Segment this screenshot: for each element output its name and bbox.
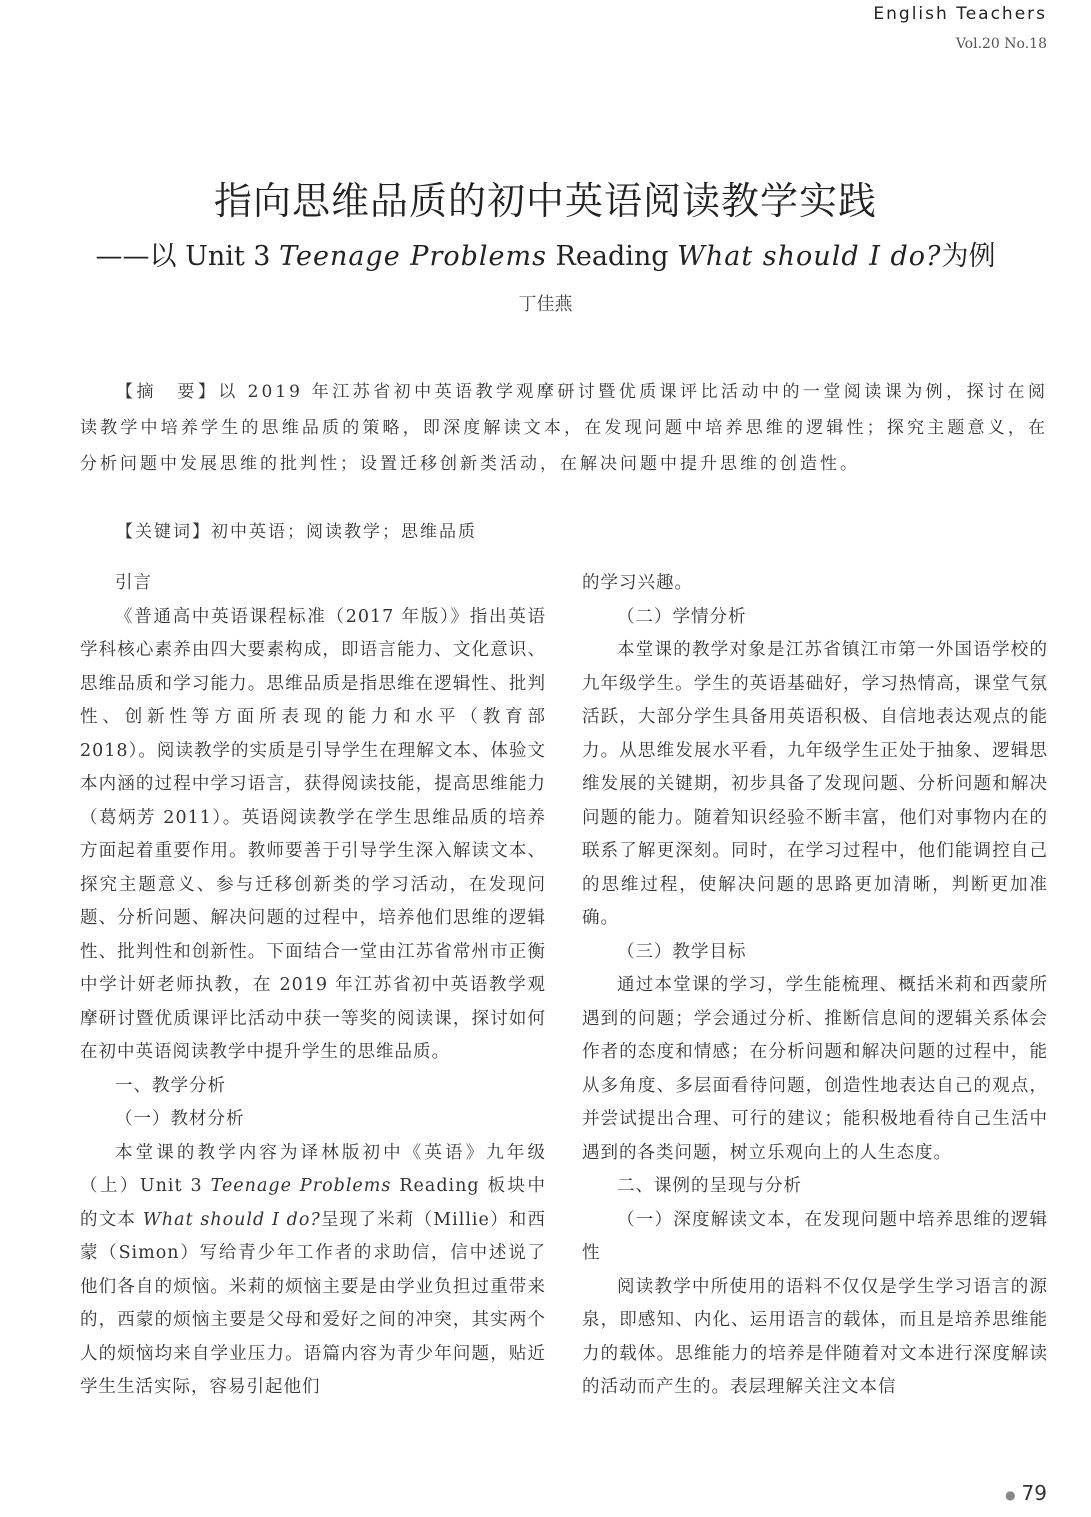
intro-heading: 引言 bbox=[115, 573, 152, 593]
subtitle-middle: Reading bbox=[546, 241, 678, 272]
subtitle-italic-unit: Teenage Problems bbox=[279, 241, 547, 272]
paragraph-continuation: 的学习兴趣。 bbox=[582, 573, 693, 593]
author-name: 丁佳燕 bbox=[518, 294, 573, 315]
subsection-heading: （二）学情分析 bbox=[617, 606, 747, 627]
volume-issue: Vol.20 No.18 bbox=[955, 36, 1047, 52]
keywords bbox=[80, 514, 1048, 550]
paragraph: 阅读教学中所使用的语料不仅仅是学生学习语言的源泉，即感知、内化、运用语言的载体，而且是培养思维能力的载体。思维能力的培养是伴随着对文本进行深度解读的活动而产生的。表层理解关注文本信 bbox=[582, 1276, 1048, 1397]
keywords-text: 初中英语；阅读教学；思维品质 bbox=[211, 522, 477, 542]
article-title: 指向思维品质的初中英语阅读教学实践 bbox=[213, 179, 877, 223]
section-heading: 二、课例的呈现与分析 bbox=[617, 1176, 802, 1196]
journal-name: English Teachers bbox=[873, 4, 1047, 24]
paragraph: 《普通高中英语课程标准（2017 年版）》指出英语学科核心素养由四大要素构成，即语言能力、文化意识、思维品质和学习能力。思维品质是指思维在逻辑性、批判性、创新性等方面所表现的能力和水平（教育部 2018）。阅读教学的实质是引导学生在理解文本、体验文本内涵的过程中学习语言，获得阅读技能，提高思维能力（葛炳芳 2011）。英语阅读教学在学生思维品质的培养方面起着重要作用。教师要善于引导学生深入解读文本、探究主题意义、参与迁移创新类的学习活动，在发现问题、分析问题、解决问题的过程中，培养他们思维的逻辑性、批判性和创新性。下面结合一堂由江苏省常州市正衡中学计妍老师执教，在 2019 年江苏省初中英语教学观摩研讨暨优质课评比活动中获一等奖的阅读课，探讨如何在初中英语阅读教学中提升学生的思维品质。 bbox=[80, 606, 546, 1062]
subtitle-prefix: ——以 Unit 3 bbox=[95, 241, 280, 272]
abstract-text: 以 2019 年江苏省初中英语教学观摩研讨暨优质课评比活动中的一堂阅读课为例，探讨在阅读教学中培养学生的思维品质的策略，即深度解读文本，在发现问题中培养思维的逻辑性；探究主题意义，在分析问题中发展思维的批判性；设置迁移创新类活动，在解决问题中提升思维的创造性。 bbox=[80, 382, 1049, 474]
subsection-heading: （一）教材分析 bbox=[115, 1109, 245, 1129]
article-subtitle bbox=[0, 234, 1091, 273]
page-number: ● 79 bbox=[1005, 1481, 1047, 1505]
subtitle-suffix: 为例 bbox=[941, 241, 996, 272]
section-heading: 一、教学分析 bbox=[115, 1075, 226, 1096]
bullet-icon: ● bbox=[1005, 1487, 1016, 1502]
subsection-heading: （一）深度解读文本，在发现问题中培养思维的逻辑性 bbox=[582, 1209, 1048, 1263]
left-column bbox=[80, 567, 546, 1405]
right-column bbox=[582, 567, 1048, 1405]
abstract-label: 【摘 要】 bbox=[116, 382, 219, 402]
subsection-heading: （三）教学目标 bbox=[617, 941, 747, 962]
paragraph-materials: 本堂课的教学内容为译林版初中《英语》九年级（上）Unit 3 Teenage Problems Reading 板块中的文本 What should I do?呈现了米莉（Millie）和西蒙（Simon）写给青少年工作者的求助信，信中述说了他们各自的烦恼。米莉的烦恼主要是由学业负担过重带来的，西蒙的烦恼主要是父母和爱好之间的冲突，其实两个人的烦恼均来自学业压力。语篇内容为青少年问题，贴近学生生活实际，容易引起他们 bbox=[80, 1142, 546, 1397]
keywords-label: 【关键词】 bbox=[116, 522, 211, 542]
subtitle-italic-text: What should I do? bbox=[677, 241, 942, 272]
abstract bbox=[80, 374, 1048, 482]
paragraph: 本堂课的教学对象是江苏省镇江市第一外国语学校的九年级学生。学生的英语基础好，学习热情高，课堂气氛活跃，大部分学生具备用英语积极、自信地表达观点的能力。从思维发展水平看，九年级学生正处于抽象、逻辑思维发展的关键期，初步具备了发现问题、分析问题和解决问题的能力。随着知识经验不断丰富，他们对事物内在的联系了解更深刻。同时，在学习过程中，他们能调控自己的思维过程，使解决问题的思路更加清晰，判断更加准确。 bbox=[582, 640, 1048, 928]
paragraph: 通过本堂课的学习，学生能梳理、概括米莉和西蒙所遇到的问题；学会通过分析、推断信息间的逻辑关系体会作者的态度和情感；在分析问题和解决问题的过程中，能从多角度、多层面看待问题，创造性地表达自己的观点，并尝试提出合理、可行的建议；能积极地看待自己生活中遇到的各类问题，树立乐观向上的人生态度。 bbox=[582, 975, 1048, 1163]
